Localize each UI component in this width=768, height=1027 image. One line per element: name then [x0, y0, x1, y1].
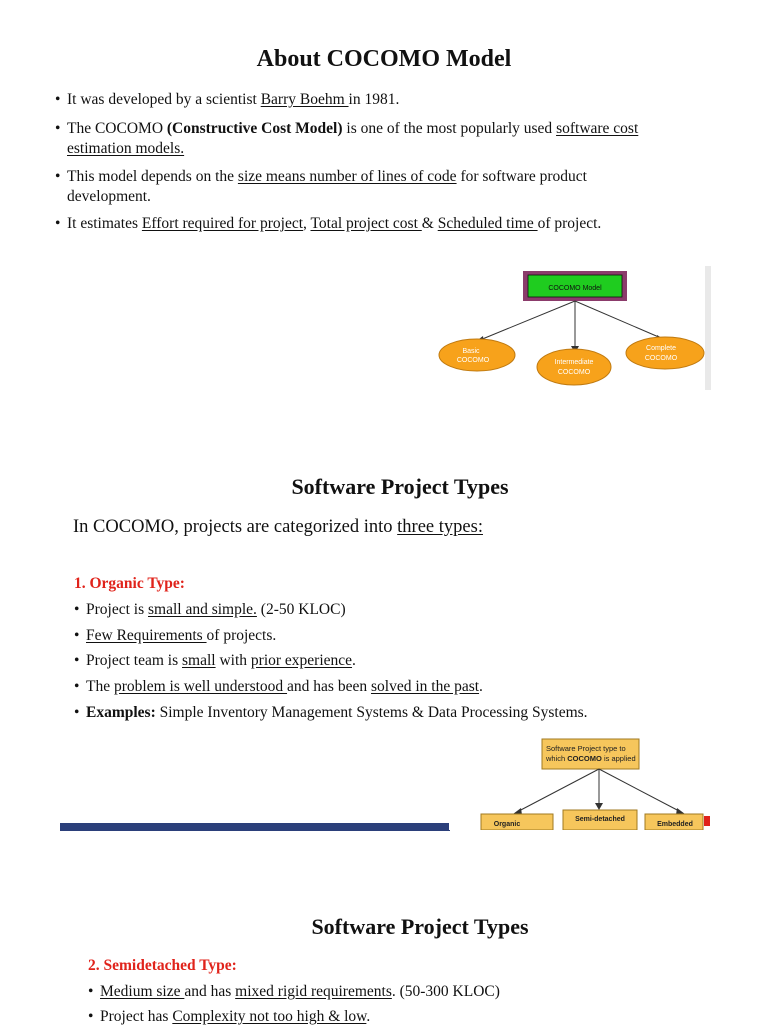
slide2-bullet-5	[74, 703, 588, 723]
bullet-dot: •	[55, 168, 61, 185]
text: of project.	[537, 215, 602, 232]
svg-text:Embedded: Embedded	[657, 821, 693, 828]
bold-text: Examples:	[86, 704, 156, 721]
text: (2-50 KLOC)	[256, 601, 346, 618]
bullet-dot: •	[74, 627, 80, 644]
text: .	[366, 1008, 371, 1025]
organic-type-heading: 1. Organic Type:	[74, 575, 185, 592]
slide1-bullet-3	[55, 167, 707, 207]
link-problem-understood: problem is well understood	[113, 678, 288, 695]
slide2-title: Software Project Types	[291, 474, 509, 499]
slide3-bullet-1	[88, 982, 500, 1002]
text: Project is	[86, 601, 148, 618]
svg-text:Software Project type to: Software Project type to	[546, 744, 626, 753]
slide2-bullet-1	[74, 600, 346, 620]
bullet-dot: •	[88, 983, 94, 1000]
link-mixed-rigid: mixed rigid requirements	[235, 983, 392, 1000]
text: It estimates	[67, 215, 142, 232]
text: . (50-300 KLOC)	[391, 983, 500, 1000]
link-medium-size: Medium size	[100, 983, 185, 1000]
link-total-cost: Total project cost	[310, 215, 422, 232]
text: This model depends on the	[67, 168, 238, 185]
link-few-requirements: Few Requirements	[86, 627, 207, 644]
text: .	[479, 678, 483, 695]
bullet-dot: •	[88, 1008, 94, 1025]
intermediate-cocomo-node	[537, 349, 611, 385]
cocomo-model-diagram	[435, 266, 711, 390]
bullet-dot: •	[55, 91, 61, 108]
link-three-types: three types:	[397, 517, 483, 537]
slide1-title: About COCOMO Model	[256, 46, 512, 72]
text: Project has	[100, 1008, 173, 1025]
link-small-simple: small and simple.	[148, 601, 257, 618]
slide1-bullet-1	[55, 90, 707, 110]
svg-text:Semi-detached: Semi-detached	[575, 816, 625, 823]
basic-cocomo-node	[439, 339, 515, 371]
slide3-bullet-2	[88, 1007, 371, 1027]
bullet-dot: •	[55, 120, 61, 137]
text: ,	[303, 215, 311, 232]
svg-text:COCOMO: COCOMO	[557, 369, 591, 376]
svg-text:Basic: Basic	[462, 348, 480, 355]
text: of projects.	[206, 627, 277, 644]
bullet-dot: •	[74, 678, 80, 695]
text: for software product	[456, 168, 587, 185]
link-barry-boehm: Barry Boehm	[260, 91, 349, 108]
link-complexity: Complexity not too high & low	[172, 1008, 367, 1025]
svg-text:Intermediate: Intermediate	[554, 359, 594, 366]
text: and has been	[287, 678, 371, 695]
bold-text: (Constructive Cost Model)	[166, 120, 343, 137]
bullet-dot: •	[55, 215, 61, 232]
slide1-bullet-4	[55, 214, 727, 234]
text: In COCOMO, projects are categorized into	[73, 517, 398, 537]
slide2-bullet-4	[74, 677, 483, 697]
link-effort: Effort required for project	[141, 215, 304, 232]
text: is one of the most popularly used	[342, 120, 557, 137]
svg-text:COCOMO: COCOMO	[456, 357, 490, 364]
svg-text:which COCOMO is applied: which COCOMO is applied	[546, 754, 636, 763]
link-software-cost: software cost	[556, 120, 639, 137]
text: Project team is	[86, 652, 182, 669]
text: development.	[67, 188, 151, 205]
link-estimation-models: estimation models.	[67, 140, 185, 157]
link-prior-experience: prior experience	[250, 652, 353, 669]
complete-cocomo-node	[626, 337, 704, 369]
text: with	[215, 652, 251, 669]
slide2-intro	[73, 517, 483, 538]
slide2-bullet-2	[74, 626, 277, 646]
text: It was developed by a scientist	[67, 91, 261, 108]
text: and has	[184, 983, 236, 1000]
svg-text:COCOMO: COCOMO	[644, 355, 678, 362]
text: in 1981.	[348, 91, 400, 108]
text: Simple Inventory Management Systems & Data Processing Systems.	[155, 704, 588, 721]
link-size: size means number of lines of code	[237, 168, 457, 185]
svg-text:Complete: Complete	[646, 345, 676, 352]
project-type-diagram	[449, 726, 710, 830]
svg-text:Organic: Organic	[493, 821, 521, 828]
bullet-dot: •	[74, 652, 80, 669]
bullet-dot: •	[74, 601, 80, 618]
link-small: small	[182, 652, 216, 669]
slide1-bullet-2	[55, 119, 707, 159]
diagram-root-label: COCOMO Model	[548, 285, 602, 292]
text: .	[352, 652, 356, 669]
slide2-bullet-3	[74, 651, 356, 671]
text: &	[421, 215, 438, 232]
semidetached-type-heading: 2. Semidetached Type:	[88, 957, 237, 974]
link-scheduled-time: Scheduled time	[437, 215, 538, 232]
link-solved-past: solved in the past	[370, 678, 480, 695]
bullet-dot: •	[74, 704, 80, 721]
text: The COCOMO	[67, 120, 167, 137]
slide2-footer-bar	[60, 823, 450, 831]
text: The	[86, 678, 114, 695]
slide3-title: Software Project Types	[311, 914, 529, 939]
